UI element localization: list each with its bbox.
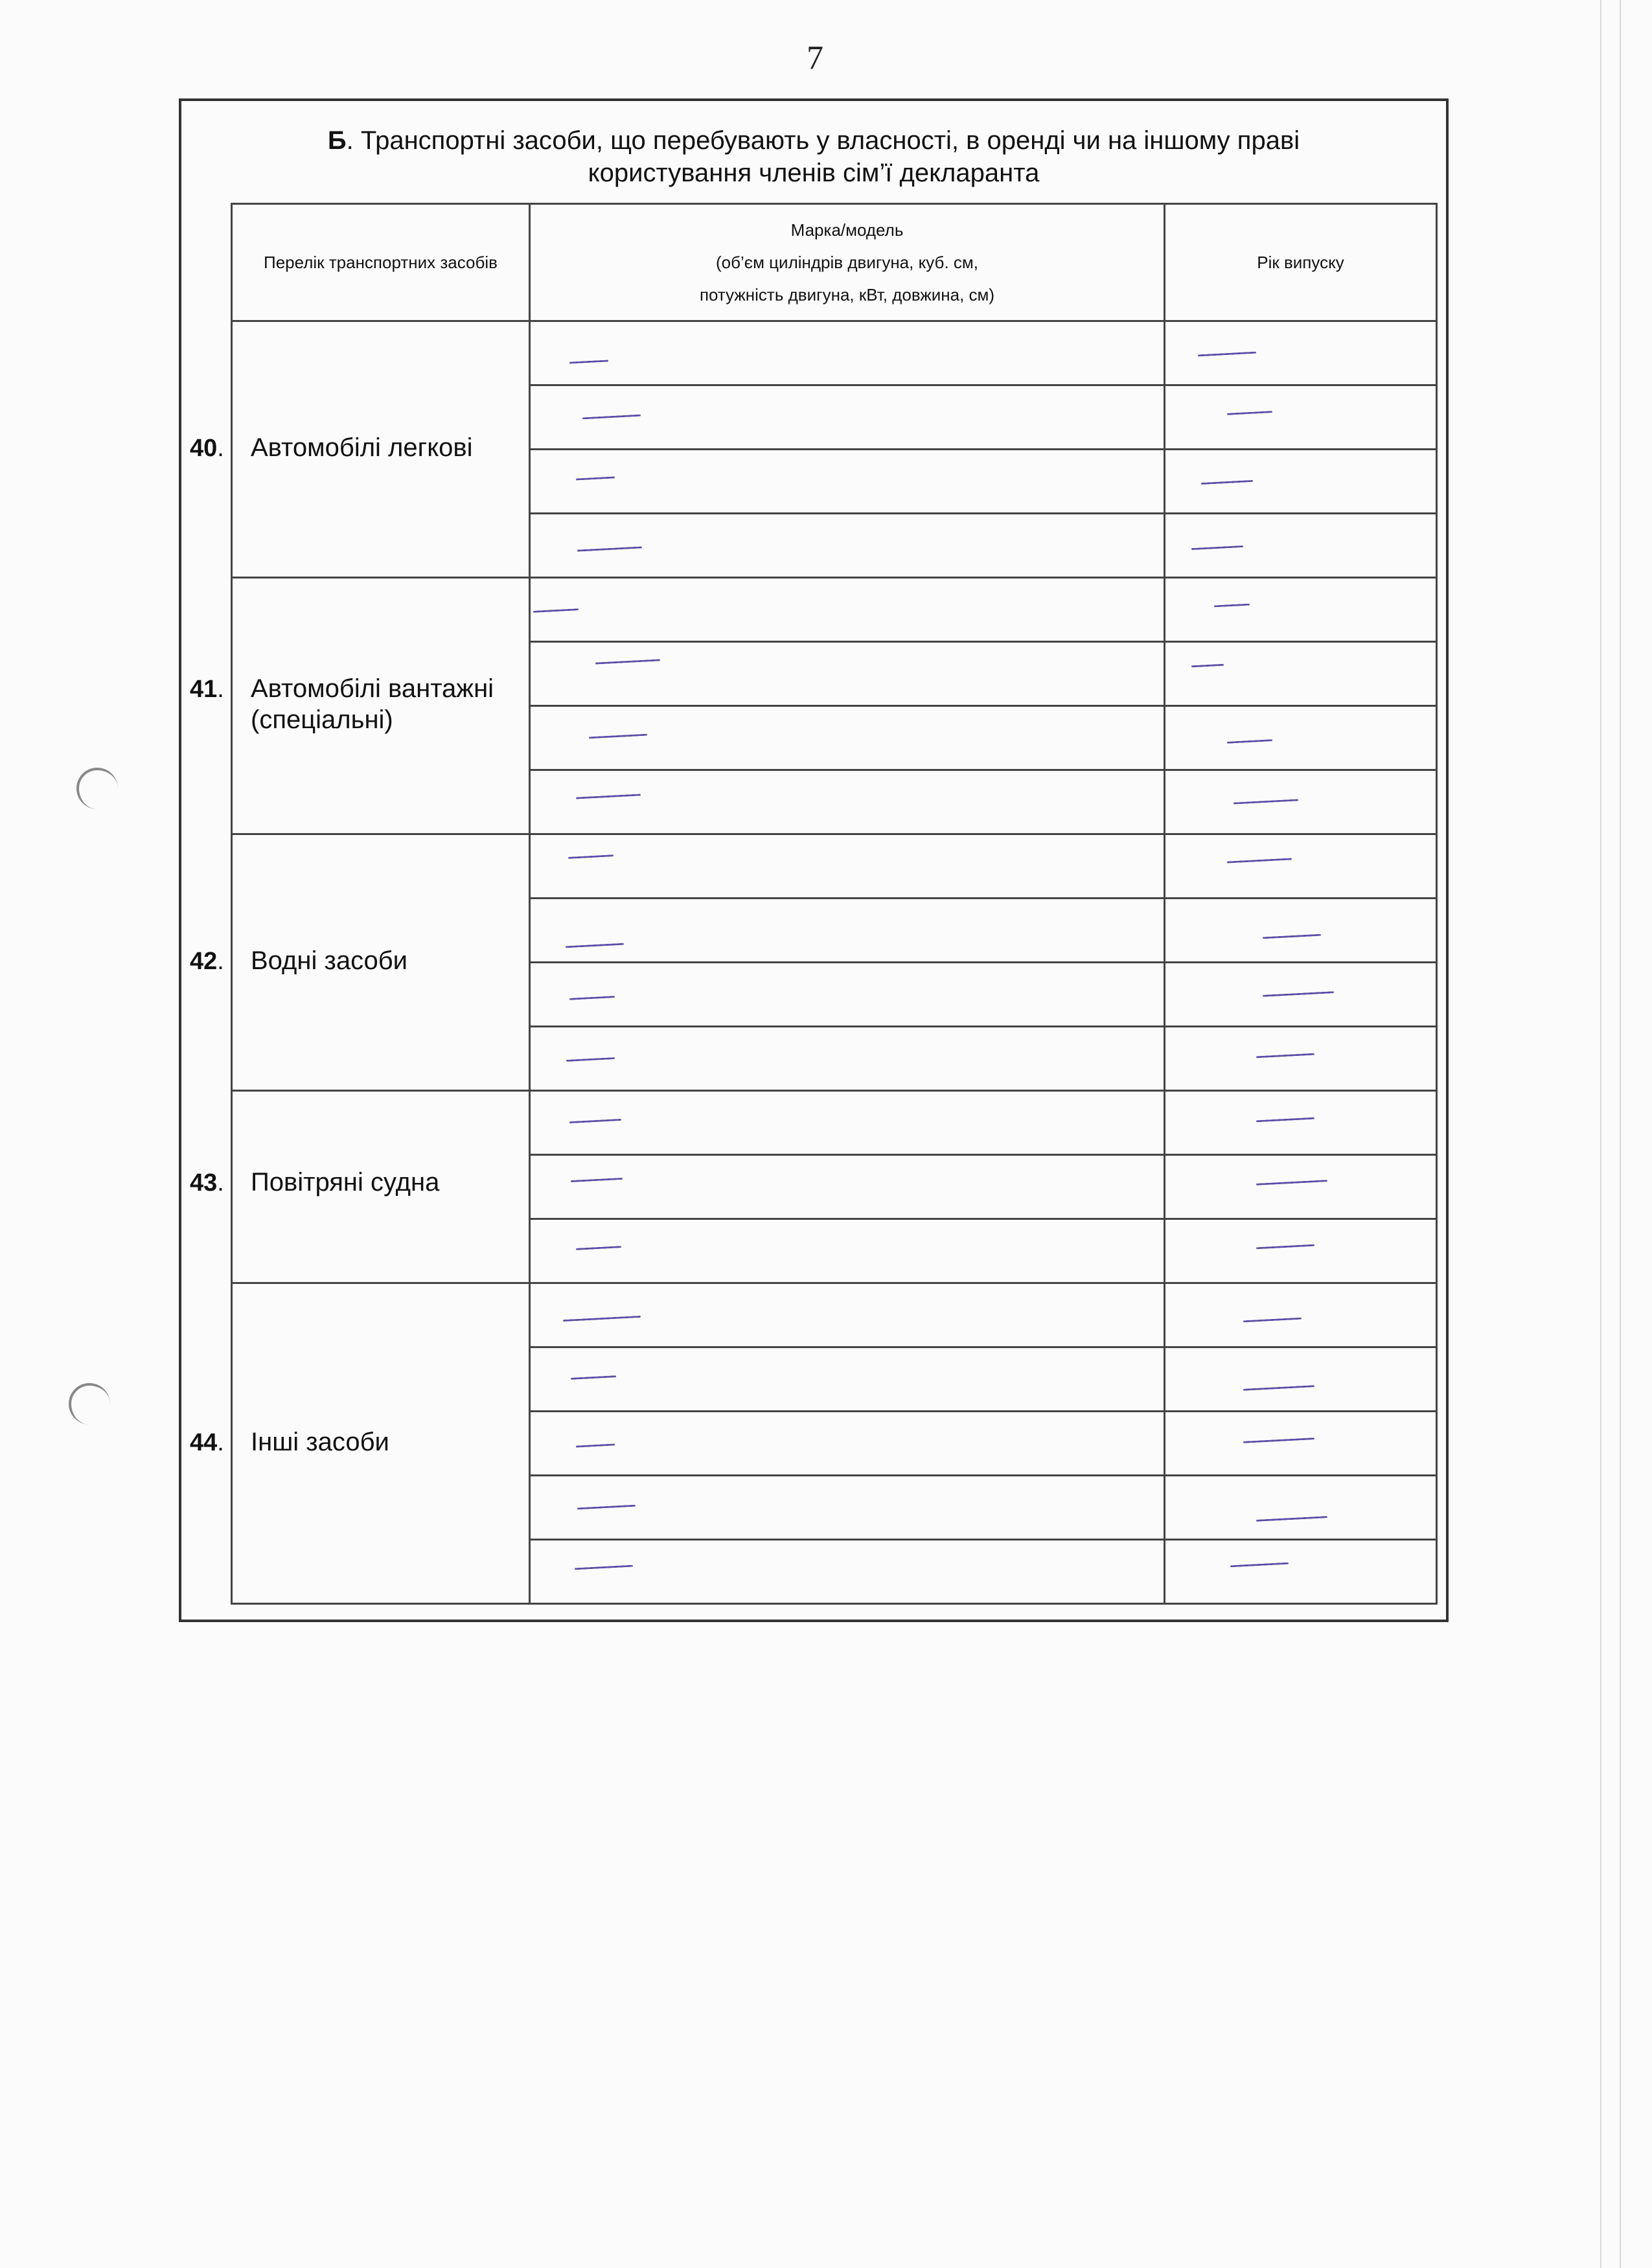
paper-edge-line [1620, 0, 1621, 2268]
model-cell[interactable] [530, 1027, 1165, 1091]
dash-mark [1227, 411, 1272, 415]
dash-mark [563, 1316, 641, 1322]
dash-mark [1198, 352, 1256, 357]
table-row [232, 578, 1437, 642]
category-cell-44 [190, 1283, 530, 1604]
dash-mark [569, 360, 608, 363]
model-cell[interactable] [530, 514, 1165, 578]
year-cell[interactable] [1165, 385, 1437, 450]
category-number: 43. [190, 1169, 224, 1197]
header-model [530, 204, 1165, 321]
dash-mark [1227, 858, 1292, 863]
model-cell[interactable] [530, 1347, 1165, 1412]
dash-mark [1227, 739, 1272, 744]
year-cell[interactable] [1165, 770, 1437, 834]
dash-mark [595, 659, 660, 664]
year-cell[interactable] [1165, 450, 1437, 514]
year-cell[interactable] [1165, 706, 1437, 770]
year-cell[interactable] [1165, 1540, 1437, 1604]
category-number: 42. [190, 948, 224, 975]
dash-mark [1263, 991, 1334, 997]
header-model-line1: Марка/модель [790, 220, 904, 240]
model-cell[interactable] [530, 1155, 1165, 1219]
dash-mark [1201, 480, 1253, 485]
table-row [232, 834, 1437, 899]
year-cell[interactable] [1165, 834, 1437, 899]
header-model-line3: потужність двигуна, кВт, довжина, см) [699, 285, 995, 304]
table-row [232, 1283, 1437, 1347]
category-number: 41. [190, 676, 224, 703]
dash-mark [1191, 545, 1243, 550]
category-number: 44. [190, 1429, 224, 1456]
year-cell[interactable] [1165, 899, 1437, 963]
category-cell-41 [190, 578, 530, 834]
model-cell[interactable] [530, 834, 1165, 899]
dash-mark [1256, 1053, 1314, 1059]
paper-edge-line [1600, 0, 1601, 2268]
dash-mark [576, 476, 615, 480]
dash-mark [1256, 1117, 1314, 1123]
vehicles-table [190, 203, 1438, 1605]
dash-mark [1243, 1318, 1302, 1323]
model-cell[interactable] [530, 642, 1165, 706]
dash-mark [1256, 1244, 1314, 1250]
year-cell[interactable] [1165, 578, 1437, 642]
model-cell[interactable] [530, 1091, 1165, 1155]
year-cell[interactable] [1165, 1283, 1437, 1347]
dash-mark [576, 1443, 615, 1447]
dash-mark [569, 1119, 621, 1123]
dash-mark [1230, 1563, 1289, 1568]
year-cell[interactable] [1165, 1155, 1437, 1219]
model-cell[interactable] [530, 321, 1165, 385]
dash-mark [1214, 604, 1250, 608]
dash-mark [533, 608, 579, 613]
category-label: Повітряні судна [251, 1168, 440, 1197]
model-cell[interactable] [530, 1540, 1165, 1604]
year-cell[interactable] [1165, 1476, 1437, 1540]
category-label: Автомобілі вантажні (спеціальні) [251, 674, 494, 734]
header-vehicle-list: Перелік транспортних засобів [232, 204, 530, 321]
section-title [181, 124, 1446, 189]
category-cell-40 [190, 321, 530, 578]
category-number: 40. [190, 435, 224, 462]
category-label: Автомобілі легкові [251, 433, 473, 462]
dash-mark [1191, 664, 1224, 668]
model-cell[interactable] [530, 1412, 1165, 1476]
category-label: Інші засоби [251, 1428, 389, 1456]
header-model-line2: (об’єм циліндрів двигуна, куб. см, [716, 253, 978, 272]
table-row [232, 321, 1437, 385]
model-cell[interactable] [530, 706, 1165, 770]
model-cell[interactable] [530, 899, 1165, 963]
model-cell[interactable] [530, 963, 1165, 1027]
dash-mark [1256, 1516, 1327, 1522]
dash-mark [1256, 1180, 1327, 1186]
punch-hole-icon [76, 768, 118, 809]
year-cell[interactable] [1165, 1027, 1437, 1091]
section-letter: Б [327, 126, 347, 155]
header-year: Рік випуску [1165, 204, 1437, 321]
year-cell[interactable] [1165, 642, 1437, 706]
model-cell[interactable] [530, 1283, 1165, 1347]
year-cell[interactable] [1165, 1219, 1437, 1283]
year-cell[interactable] [1165, 514, 1437, 578]
year-cell[interactable] [1165, 1412, 1437, 1476]
dash-mark [566, 1057, 615, 1062]
vehicles-table-wrap [190, 203, 1436, 1598]
dash-mark [1263, 934, 1321, 939]
dash-mark [1233, 799, 1298, 804]
category-label: Водні засоби [251, 946, 408, 975]
dash-mark [577, 1505, 636, 1510]
dash-mark [582, 415, 641, 420]
dash-mark [571, 1375, 616, 1380]
table-header-row [232, 204, 1437, 321]
dash-mark [577, 546, 642, 551]
section-title-line2: користування членів сім’ї декларанта [588, 159, 1040, 187]
page-number: 7 [807, 40, 823, 76]
dash-mark [589, 734, 647, 739]
category-cell-42 [190, 834, 530, 1091]
dash-mark [566, 943, 624, 948]
year-cell[interactable] [1165, 321, 1437, 385]
category-cell-43 [190, 1091, 530, 1283]
year-cell[interactable] [1165, 963, 1437, 1027]
dash-mark [576, 794, 641, 799]
punch-hole-icon [69, 1383, 110, 1425]
year-cell[interactable] [1165, 1091, 1437, 1155]
section-title-text: . Транспортні засоби, що перебувають у власності, в оренді чи на іншому праві [346, 126, 1300, 155]
model-cell[interactable] [530, 1219, 1165, 1283]
model-cell[interactable] [530, 578, 1165, 642]
dash-mark [571, 1178, 623, 1182]
dash-mark [568, 854, 614, 859]
table-row [232, 1091, 1437, 1155]
dash-mark [1243, 1438, 1314, 1443]
model-cell[interactable] [530, 385, 1165, 450]
model-cell[interactable] [530, 770, 1165, 834]
model-cell[interactable] [530, 1476, 1165, 1540]
dash-mark [576, 1246, 621, 1250]
dash-mark [569, 996, 615, 1000]
dash-mark [1243, 1385, 1314, 1391]
dash-mark [575, 1565, 633, 1570]
model-cell[interactable] [530, 450, 1165, 514]
year-cell[interactable] [1165, 1347, 1437, 1412]
